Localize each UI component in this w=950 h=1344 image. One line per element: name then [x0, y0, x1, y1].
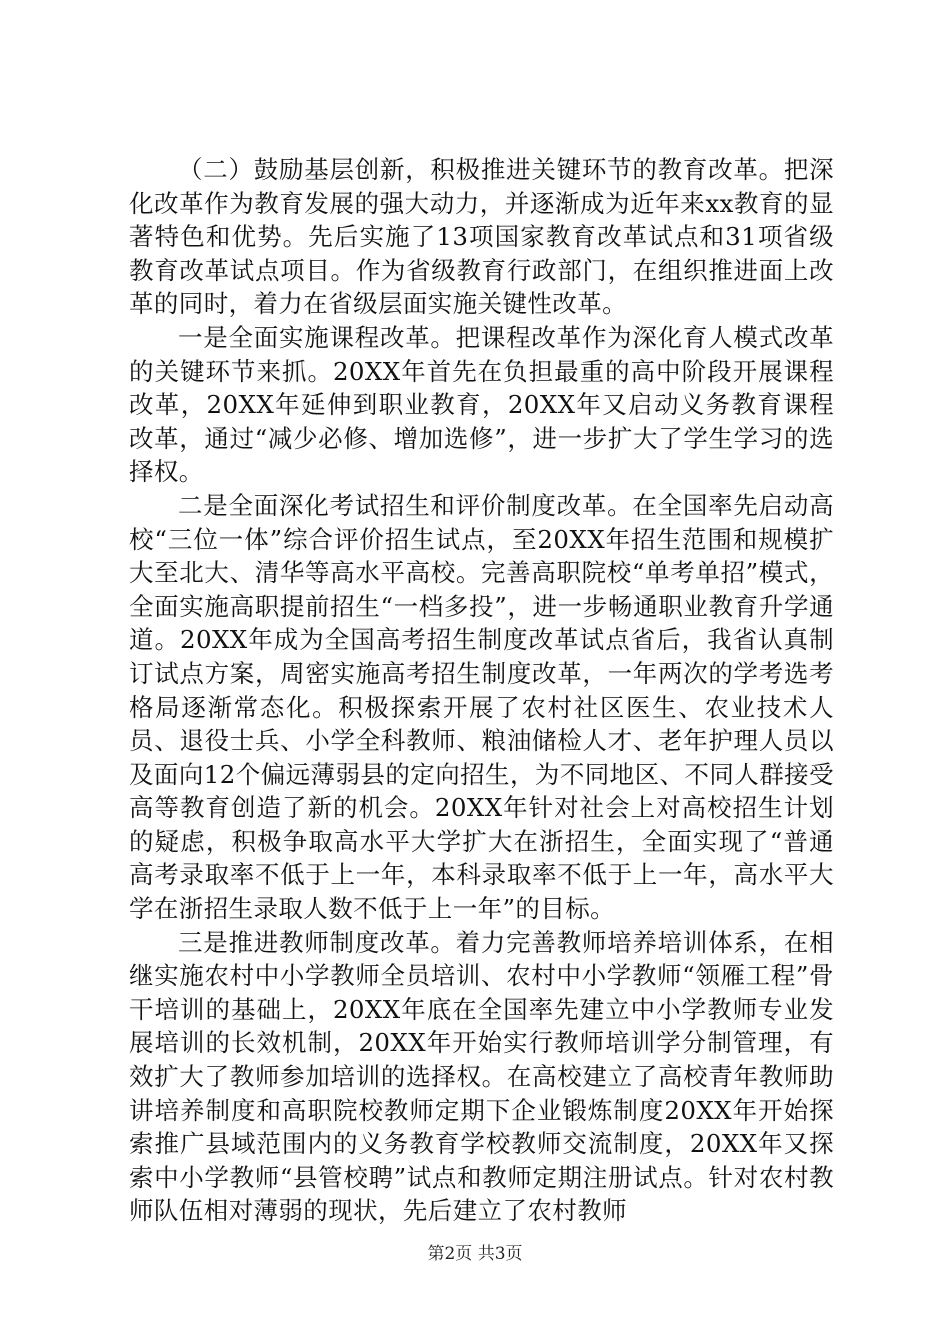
page-number-label: 第2页 共3页 — [427, 1244, 523, 1264]
document-body — [129, 153, 834, 1228]
paragraph-3: 二是全面深化考试招生和评价制度改革。在全国率先启动高校“三位一体”综合评价招生试点，至20XX年招生范围和规模扩大至北大、清华等高水平高校。完善高职院校“单考单招”模式，全面实施高职提前招生“一档多投”，进一步畅通职业教育升学通道。20XX年成为全国高考招生制度改革试点省后，我省认真制订试点方案，周密实施高考招生制度改革，一年两次的学考选考格局逐渐常态化。积极探索开展了农村社区医生、农业技术人员、退役士兵、小学全科教师、粮油储检人才、老年护理人员以及面向12个偏远薄弱县的定向招生，为不同地区、不同人群接受高等教育创造了新的机会。20XX年针对社会上对高校招生计划的疑虑，积极争取高水平大学扩大在浙招生，全面实现了“普通高考录取率不低于上一年，本科录取率不低于上一年，高水平大学在浙招生录取人数不低于上一年”的目标。 — [129, 490, 834, 924]
paragraph-1: （二）鼓励基层创新，积极推进关键环节的教育改革。把深化改革作为教育发展的强大动力，并逐渐成为近年来xx教育的显著特色和优势。先后实施了13项国家教育改革试点和31项省级教育改革试点项目。作为省级教育行政部门，在组织推进面上改革的同时，着力在省级层面实施关键性改革。 — [129, 155, 834, 319]
paragraph-2: 一是全面实施课程改革。把课程改革作为深化育人模式改革的关键环节来抓。20XX年首先在负担最重的高中阶段开展课程改革，20XX年延伸到职业教育，20XX年又启动义务教育课程改革，通过“减少必修、增加选修”，进一步扩大了学生学习的选择权。 — [129, 322, 834, 487]
page-footer — [0, 1243, 950, 1265]
paragraph-4: 三是推进教师制度改革。着力完善教师培养培训体系，在相继实施农村中小学教师全员培训、农村中小学教师“领雁工程”骨干培训的基础上，20XX年底在全国率先建立中小学教师专业发展培训的长效机制，20XX年开始实行教师培训学分制管理，有效扩大了教师参加培训的选择权。在高校建立了高校青年教师助讲培养制度和高职院校教师定期下企业锻炼制度20XX年开始探索推广县域范围内的义务教育学校教师交流制度，20XX年又探索中小学教师“县管校聘”试点和教师定期注册试点。针对农村教师队伍相对薄弱的现状，先后建立了农村教师 — [129, 927, 834, 1226]
